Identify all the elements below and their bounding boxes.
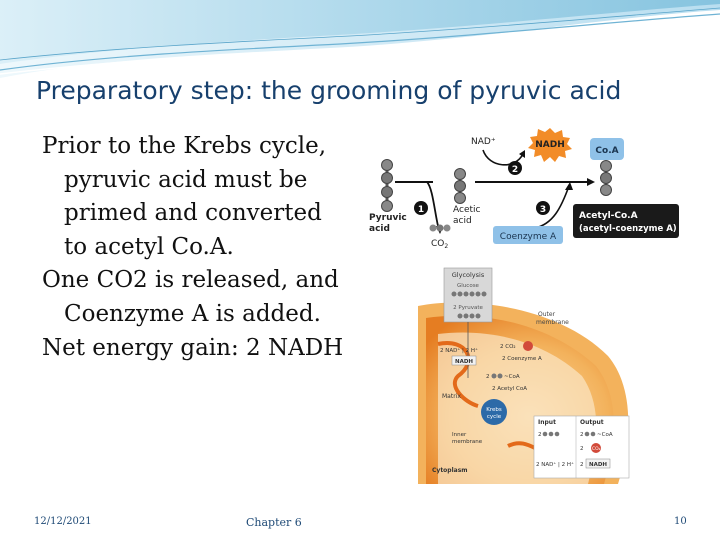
outer-membrane-label-2: membrane	[536, 319, 569, 326]
mitochondrion-diagram	[418, 266, 633, 484]
nadh-label: NADH	[535, 140, 565, 150]
krebs-label: Krebs	[486, 407, 502, 413]
co2-row-label: 2 CO₂	[500, 344, 516, 350]
output-row-1: 2	[580, 432, 584, 438]
acetic-acid-molecule-icon	[455, 169, 466, 204]
cytoplasm-label: Cytoplasm	[432, 467, 468, 474]
coenzyme-a-row-label: 2 Coenzyme A	[502, 356, 542, 362]
acetyl-coa-sublabel: (acetyl-coenzyme A)	[579, 224, 677, 234]
krebs-label-2: cycle	[486, 414, 502, 420]
pyruvic-acid-label: Pyruvic	[369, 213, 407, 223]
header-wave-decoration	[0, 0, 720, 80]
step-2-label: 2	[511, 165, 519, 175]
glucose-label: Glucose	[457, 283, 479, 289]
co2-bubble-icon	[523, 341, 533, 351]
slide-title: Preparatory step: the grooming of pyruvic acid	[36, 76, 622, 105]
body-text	[42, 130, 352, 365]
inner-membrane-label-2: membrane	[452, 439, 483, 445]
footer-page-number: 10	[674, 516, 687, 527]
inner-membrane-label: Inner	[452, 432, 467, 438]
input-header: Input	[538, 419, 556, 426]
body-paragraph-1: Prior to the Krebs cycle, pyruvic acid must be primed and converted to acetyl Co.A.	[42, 133, 327, 260]
pyruvate-label: 2 Pyruvate	[453, 305, 483, 311]
body-paragraph-2: One CO2 is released, and Coenzyme A is added.	[42, 267, 339, 327]
acetyl-coa-row-label: 2 Acetyl CoA	[492, 386, 527, 392]
step-3-label: 3	[539, 205, 547, 215]
input-row-1: 2	[538, 432, 542, 438]
output-co2-label: CO₂	[592, 447, 601, 452]
output-nadh-count: 2	[580, 462, 584, 468]
acetic-acid-label-2: acid	[453, 216, 472, 226]
glycolysis-label: Glycolysis	[451, 271, 485, 279]
output-nadh-label: NADH	[588, 462, 608, 468]
step-1-label: 1	[417, 205, 425, 215]
outer-membrane-label: Outer	[538, 311, 556, 318]
nadh-box-label: NADH	[454, 359, 474, 365]
body-paragraph-3: Net energy gain: 2 NADH	[42, 334, 344, 361]
footer-chapter: Chapter 6	[246, 516, 302, 529]
output-row-1-label: ~CoA	[597, 432, 613, 438]
input-nad-row: 2 NAD⁺ | 2 H⁺	[536, 462, 574, 468]
coa-box-label: Co.A	[595, 146, 619, 156]
output-header: Output	[580, 419, 604, 426]
pyruvate-conversion-diagram	[365, 120, 683, 252]
pyruvic-acid-label-2: acid	[369, 224, 390, 234]
acetic-acid-label: Acetic	[453, 205, 481, 215]
nad-plus-label: NAD⁺	[471, 137, 496, 147]
output-co2-count: 2	[580, 446, 584, 452]
coa-row-count: 2	[486, 374, 490, 380]
co2-label: $CO_2$	[431, 239, 449, 250]
co2-molecule-icon	[430, 225, 451, 232]
matrix-label: Matrix	[442, 393, 461, 400]
coenzyme-a-label: Coenzyme A	[499, 232, 557, 242]
acetyl-coa-label: Acetyl-Co.A	[579, 211, 638, 221]
footer-date: 12/12/2021	[34, 516, 92, 527]
coa-row-label: ~CoA	[504, 374, 520, 380]
nad-row-label: 2 NAD⁺ | 2 H⁺	[440, 348, 478, 354]
input-pyruvate-icon	[543, 432, 560, 437]
acetyl-coa-molecule-icon	[601, 161, 612, 196]
